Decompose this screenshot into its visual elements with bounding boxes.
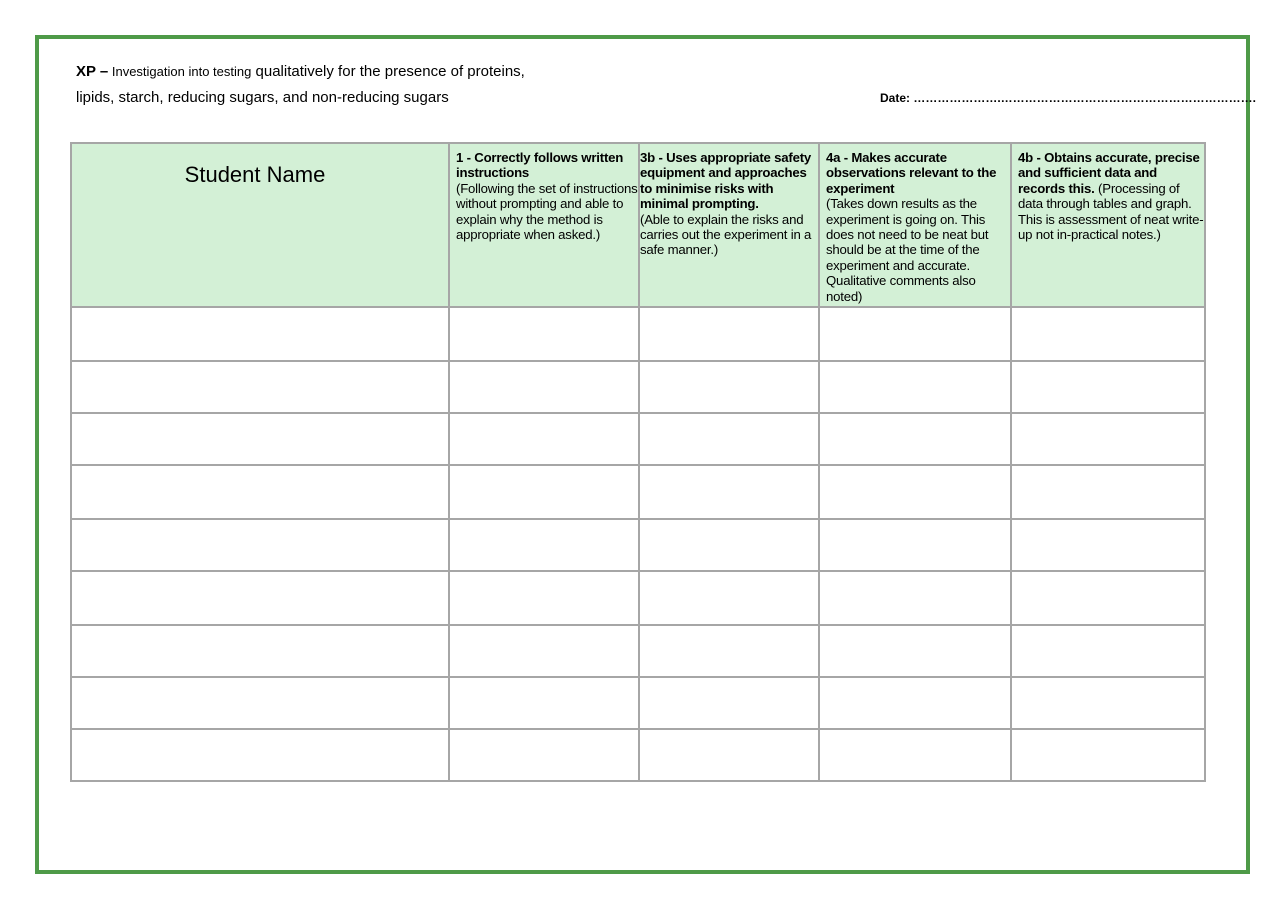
criterion-4a-cell[interactable]	[819, 677, 1011, 729]
table-row	[71, 571, 1205, 625]
criterion-1-cell[interactable]	[449, 571, 639, 625]
student-name-cell[interactable]	[71, 413, 449, 465]
criterion-1-cell[interactable]	[449, 413, 639, 465]
criterion-4a-cell[interactable]	[819, 519, 1011, 571]
criterion-3b-cell[interactable]	[639, 571, 819, 625]
criterion-4a-title: 4a - Makes accurate observations relevant to the experiment	[826, 150, 997, 196]
criterion-1-cell[interactable]	[449, 307, 639, 361]
table-row	[71, 361, 1205, 413]
column-header-criterion-1	[449, 143, 639, 307]
criterion-4a-cell[interactable]	[819, 361, 1011, 413]
criterion-1-cell[interactable]	[449, 625, 639, 677]
table-row	[71, 413, 1205, 465]
criterion-4a-cell[interactable]	[819, 625, 1011, 677]
criterion-3b-cell[interactable]	[639, 625, 819, 677]
student-name-cell[interactable]	[71, 677, 449, 729]
title-line-1	[76, 59, 636, 85]
title-prefix: XP –	[76, 63, 109, 80]
criterion-4b-cell[interactable]	[1011, 519, 1205, 571]
criterion-1-description: (Following the set of instructions without prompting and able to explain why the method is appropriate when asked.)	[456, 180, 638, 243]
criterion-3b-cell[interactable]	[639, 413, 819, 465]
date-field[interactable]: Date: ………………….……………………………………………………….	[880, 91, 1257, 105]
assessment-table	[70, 142, 1206, 782]
criterion-4a-cell[interactable]	[819, 307, 1011, 361]
student-name-cell[interactable]	[71, 465, 449, 519]
criterion-4a-description: (Takes down results as the experiment is going on. This does not need to be neat but should be at the time of the experiment and accurate. Qualitative comments also noted)	[826, 196, 989, 304]
criterion-4b-title: 4b - Obtains accurate, precise and sufficient data and records this.	[1018, 150, 1200, 196]
criterion-4b-description: (Processing of data through tables and graph. This is assessment of neat write-up not in-practical notes.)	[1018, 180, 1204, 243]
table-row	[71, 465, 1205, 519]
criterion-3b-description: (Able to explain the risks and carries out the experiment in a safe manner.)	[640, 211, 812, 258]
column-header-criterion-4a	[819, 143, 1011, 307]
student-name-cell[interactable]	[71, 307, 449, 361]
criterion-1-cell[interactable]	[449, 361, 639, 413]
criterion-1-cell[interactable]	[449, 465, 639, 519]
criterion-4b-cell[interactable]	[1011, 625, 1205, 677]
criterion-4b-cell[interactable]	[1011, 413, 1205, 465]
criterion-3b-cell[interactable]	[639, 519, 819, 571]
document-title	[76, 59, 636, 111]
student-name-heading: Student Name	[184, 162, 326, 187]
criterion-4b-cell[interactable]	[1011, 571, 1205, 625]
criterion-3b-cell[interactable]	[639, 677, 819, 729]
criterion-1-title: 1 - Correctly follows written instructions	[456, 150, 624, 181]
criterion-1-cell[interactable]	[449, 677, 639, 729]
criterion-4a-cell[interactable]	[819, 729, 1011, 781]
table-row	[71, 307, 1205, 361]
criterion-4b-cell[interactable]	[1011, 361, 1205, 413]
table-row	[71, 677, 1205, 729]
student-name-cell[interactable]	[71, 571, 449, 625]
title-rest-text: qualitatively for the presence of proteins,	[251, 63, 525, 80]
table-row	[71, 519, 1205, 571]
criterion-4a-cell[interactable]	[819, 413, 1011, 465]
criterion-4b-cell[interactable]	[1011, 307, 1205, 361]
criterion-4a-cell[interactable]	[819, 571, 1011, 625]
table-row	[71, 625, 1205, 677]
criterion-3b-cell[interactable]	[639, 729, 819, 781]
student-name-cell[interactable]	[71, 519, 449, 571]
column-header-criterion-4b	[1011, 143, 1205, 307]
criterion-4a-cell[interactable]	[819, 465, 1011, 519]
criterion-3b-cell[interactable]	[639, 361, 819, 413]
criterion-3b-title: 3b - Uses appropriate safety equipment and approaches to minimise risks with minimal prompting.	[640, 150, 812, 212]
title-line-2: lipids, starch, reducing sugars, and non-reducing sugars	[76, 89, 449, 106]
criterion-1-cell[interactable]	[449, 519, 639, 571]
title-small-text: Investigation into testing	[108, 64, 252, 79]
criterion-1-cell[interactable]	[449, 729, 639, 781]
table-row	[71, 729, 1205, 781]
criterion-4b-cell[interactable]	[1011, 465, 1205, 519]
criterion-3b-cell[interactable]	[639, 307, 819, 361]
criterion-4b-cell[interactable]	[1011, 729, 1205, 781]
table-header-row	[71, 143, 1205, 307]
column-header-student-name	[71, 143, 449, 307]
criterion-4b-cell[interactable]	[1011, 677, 1205, 729]
column-header-criterion-3b	[639, 143, 819, 307]
student-name-cell[interactable]	[71, 729, 449, 781]
criterion-3b-cell[interactable]	[639, 465, 819, 519]
student-name-cell[interactable]	[71, 625, 449, 677]
student-name-cell[interactable]	[71, 361, 449, 413]
